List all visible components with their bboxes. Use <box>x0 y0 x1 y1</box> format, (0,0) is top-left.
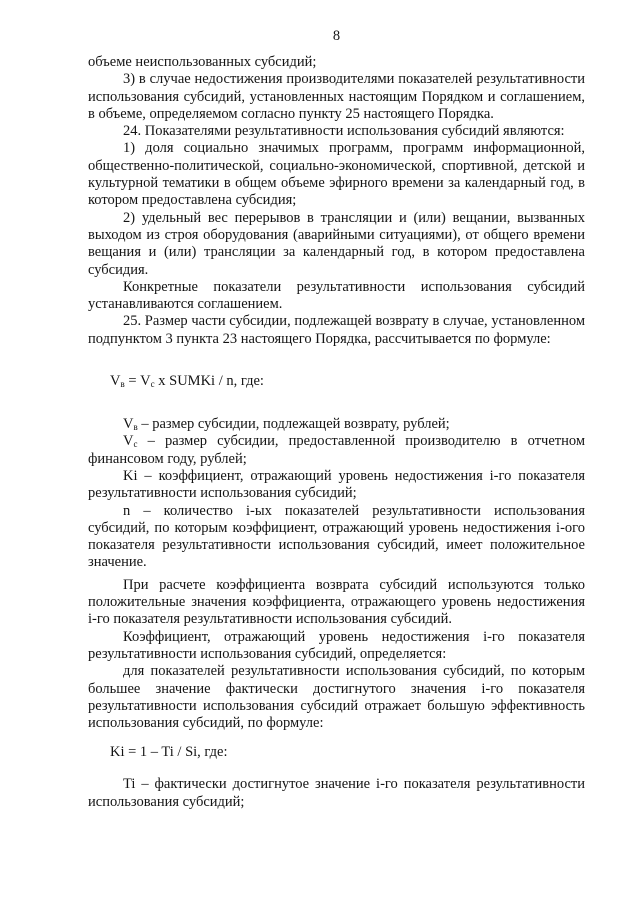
paragraph: 3) в случае недостижения производителями показателей результативности использования субсидий, установленных настоящим Порядком и соглашением, в объеме, определяемом согласно пункту 25 настоящего Порядка. <box>88 71 585 122</box>
coefficient-formula: Ki = 1 – Ti / Si, где: <box>110 744 228 761</box>
paragraph: Конкретные показатели результативности использования субсидий устанавливаются соглашением. <box>88 278 585 313</box>
paragraph: 1) доля социально значимых программ, программ информационной, общественно-политической, социально-экономической, спортивной, детской и культурной тематики в общем объеме эфирного времени за календарный год, в котором предоставлена субсидия; <box>88 140 585 209</box>
paragraph: объеме неиспользованных субсидий; <box>88 54 317 70</box>
definition-vv: $V_в$ – размер субсидии, подлежащей возврату, рублей; <box>123 416 450 433</box>
paragraph: Коэффициент, отражающий уровень недостижения i-го показателя результативности использования субсидий, определяется: <box>88 628 585 662</box>
document-page <box>88 28 585 811</box>
paragraph: При расчете коэффициента возврата субсидий используются только положительные значения коэффициента, отражающего уровень недостижения i-го показателя результативности использования субсидий. <box>88 576 585 628</box>
refund-formula: $V_в = V_с$ x SUMKi / n, где: <box>110 373 264 390</box>
definition-n: n – количество i-ых показателей результативности использования субсидий, по которым коэффициент, отражающий уровень недостижения i-ого показателя результативности использования субсидий, имеет положительное значение. <box>88 502 585 571</box>
definition-ki: Ki – коэффициент, отражающий уровень недостижения i-го показателя результативности использования субсидий; <box>88 467 585 502</box>
definition-ti: Ti – фактически достигнутое значение i-го показателя результативности использования субсидий; <box>88 776 585 810</box>
paragraph: 2) удельный вес перерывов в трансляции и (или) вещании, вызванных выходом из строя оборудования (аварийными ситуациями), от общего времени вещания и (или) трансляции за календарный год, в котором предоставлена субсидия. <box>88 209 585 278</box>
paragraph: 24. Показателями результативности использования субсидий являются: <box>123 123 565 140</box>
paragraph: 25. Размер части субсидии, подлежащей возврату в случае, установленном подпунктом 3 пункта 23 настоящего Порядка, рассчитывается по формуле: <box>88 313 585 347</box>
definition-vc: $V_с$ – размер субсидии, предоставленной производителю в отчетном финансовом году, рублей; <box>88 433 586 467</box>
page-number: 8 <box>332 28 341 44</box>
paragraph: для показателей результативности использования субсидий, по которым большее значение фактически достигнутого значения i-го показателя результативности использования субсидий отражает большую эффективность использования субсидий, по формуле: <box>88 663 585 732</box>
